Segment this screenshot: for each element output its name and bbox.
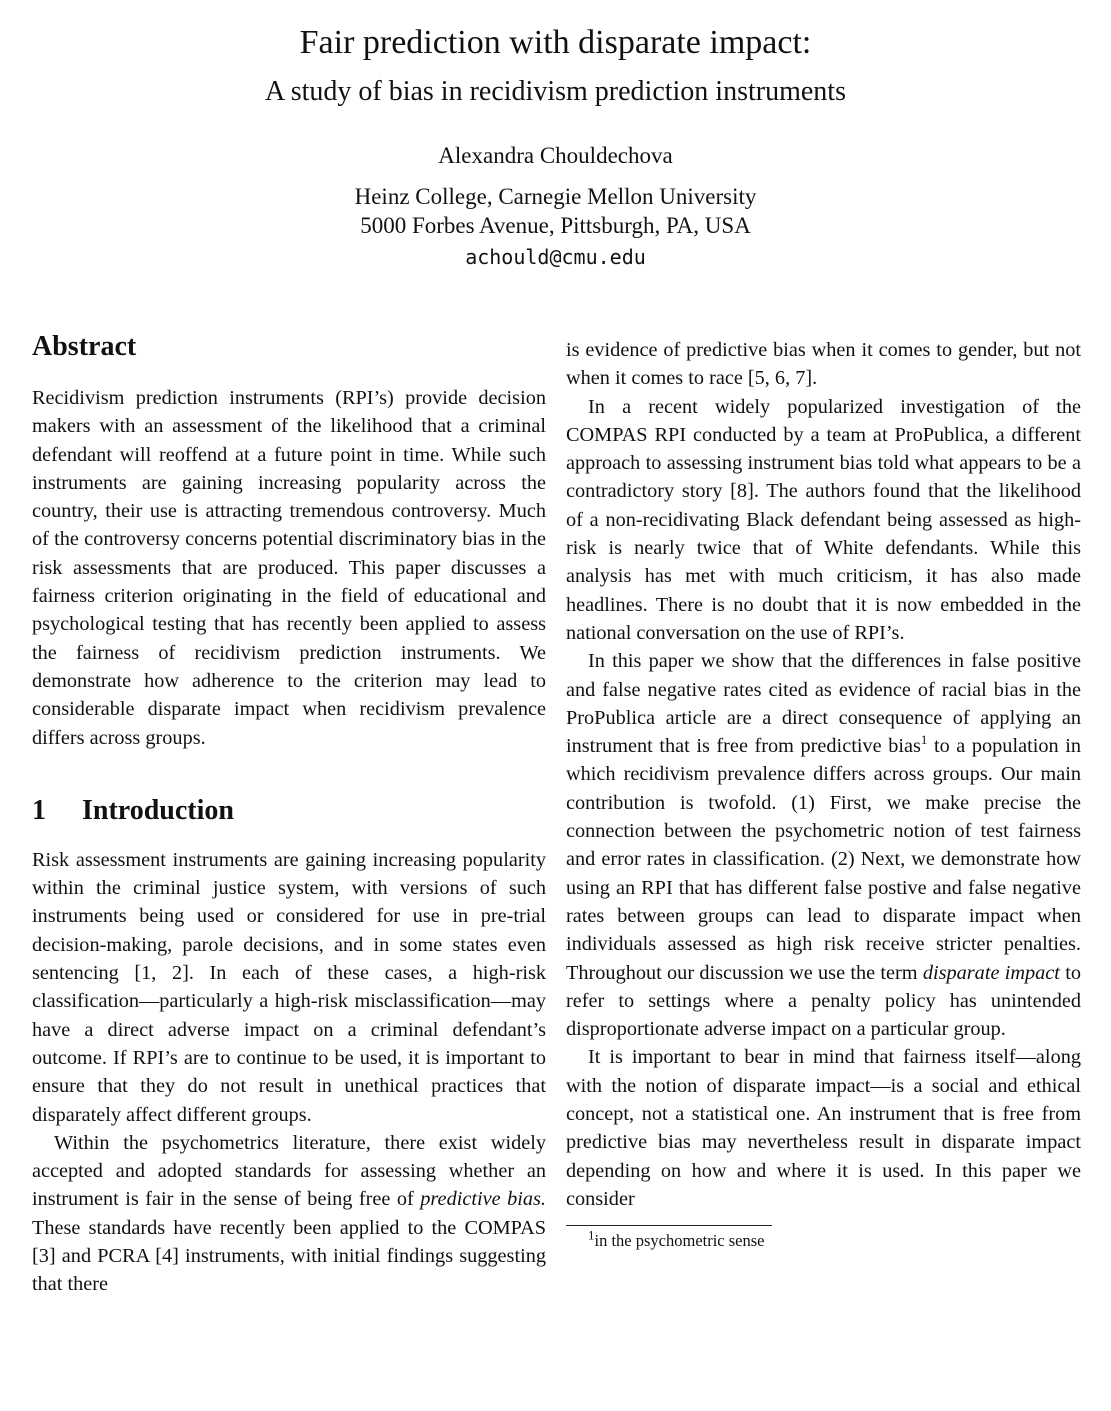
footnote: [566, 1227, 1081, 1252]
intro-paragraph-3: In a recent widely popularized investigation of the COMPAS RPI conducted by a team at ProPublica, a different approach to assessing instrument bias told what appears to be a contradictory story [8]. The authors found that the likelihood of a non-recidivating Black defendant being assessed as high-risk is nearly twice that of White defendants. While this analysis has met with much criticism, it has also made headlines. There is no doubt that it is now embedded in the national conversation on the use of RPI’s.: [566, 395, 1081, 644]
footnote-number: 1: [588, 1227, 595, 1243]
abstract-text: Recidivism prediction instruments (RPI’s) provide decision makers with an assessment of the likelihood that a criminal defendant will reoffend at a future point in time. While such instruments are gaining increasing popularity across the country, their use is attracting tremendous controversy. Much of the controversy concerns potential discriminatory bias in the risk assessments that are produced. This paper discusses a fairness criterion originating in the field of educational and psychological testing that has recently been applied to assess the fairness of recidivism prediction instruments. We demonstrate how adherence to the criterion may lead to considerable disparate impact when recidivism prevalence differs across groups.: [32, 387, 546, 749]
paper-title: Fair prediction with disparate impact:: [299, 24, 812, 61]
author-name: Alexandra Chouldechova: [438, 143, 673, 168]
intro-paragraph-4-text-c: to refer to settings where a penalty policy has unintended disproportionate adverse impact on a particular group.: [566, 961, 1081, 1041]
footnote-divider: [566, 1225, 772, 1226]
intro-paragraph-1: Risk assessment instruments are gaining increasing popularity within the criminal justice system, with versions of such instruments being used or considered for use in pre-trial decision-making, parole decisions, and in some states even sentencing [1, 2]. In each of these cases, a high-risk classification—particularly a high-risk misclassification—may have a direct adverse impact on a criminal defendant’s outcome. If RPI’s are to continue to be used, it is important to ensure that they do not result in unethical practices that disparately affect different groups.: [32, 848, 546, 1126]
intro-paragraph-2-continued: is evidence of predictive bias when it comes to gender, but not when it comes to race [5, 6, 7].: [566, 339, 1081, 390]
section-title: Introduction: [82, 794, 234, 826]
footnote-marker[interactable]: 1: [920, 732, 928, 748]
intro-paragraph-2-tail: These standards have recently been applied to the COMPAS [3] and PCRA [4] instruments, with initial findings suggesting that there: [32, 1216, 546, 1296]
intro-paragraph-4-text-a: In this paper we show that the differences in false positive and false negative rates cited as evidence of racial bias in the ProPublica article are a direct consequence of applying an instrument that is free from predictive bias: [566, 650, 1081, 758]
section-number: 1: [32, 794, 46, 826]
intro-paragraph-4-text-b: to a population in which recidivism prevalence differs across groups. Our main contribution is twofold. (1) First, we make precise the connection between the psychometric notion of test fairness and error rates in classification. (2) Next, we demonstrate how using an RPI that has different false postive and false negative rates between groups can lead to disparate impact when individuals assessed as high risk receive stricter penalties. Throughout our discussion we use the term: [566, 735, 1081, 984]
intro-paragraph-4: [566, 647, 1081, 1043]
section-heading-introduction: [32, 794, 546, 828]
intro-paragraph-2: [32, 1129, 546, 1299]
intro-paragraph-5: It is important to bear in mind that fairness itself—along with the notion of disparate impact—is a social and ethical concept, not a statistical one. An instrument that is free from predictive bias may nevertheless result in disparate impact depending on how and where it is used. In this paper we consider: [566, 1046, 1081, 1210]
affiliation-line-1: Heinz College, Carnegie Mellon University: [354, 184, 757, 209]
emphasis-predictive-bias: predictive bias.: [420, 1188, 546, 1211]
footnote-text: in the psychometric sense: [594, 1231, 765, 1251]
left-column: [32, 330, 546, 1299]
affiliation-line-2: 5000 Forbes Avenue, Pittsburgh, PA, USA: [360, 213, 751, 238]
right-column: [566, 336, 1081, 1252]
emphasis-disparate-impact: disparate impact: [922, 961, 1060, 984]
paper-subtitle: A study of bias in recidivism prediction instruments: [265, 76, 846, 107]
abstract-heading: Abstract: [32, 331, 137, 362]
intro-paragraph-2-text: Within the psychometrics literature, there exist widely accepted and adopted standards for assessing whether an instrument is fair in the sense of being free of: [32, 1131, 546, 1211]
author-email: achould@cmu.edu: [465, 245, 646, 269]
